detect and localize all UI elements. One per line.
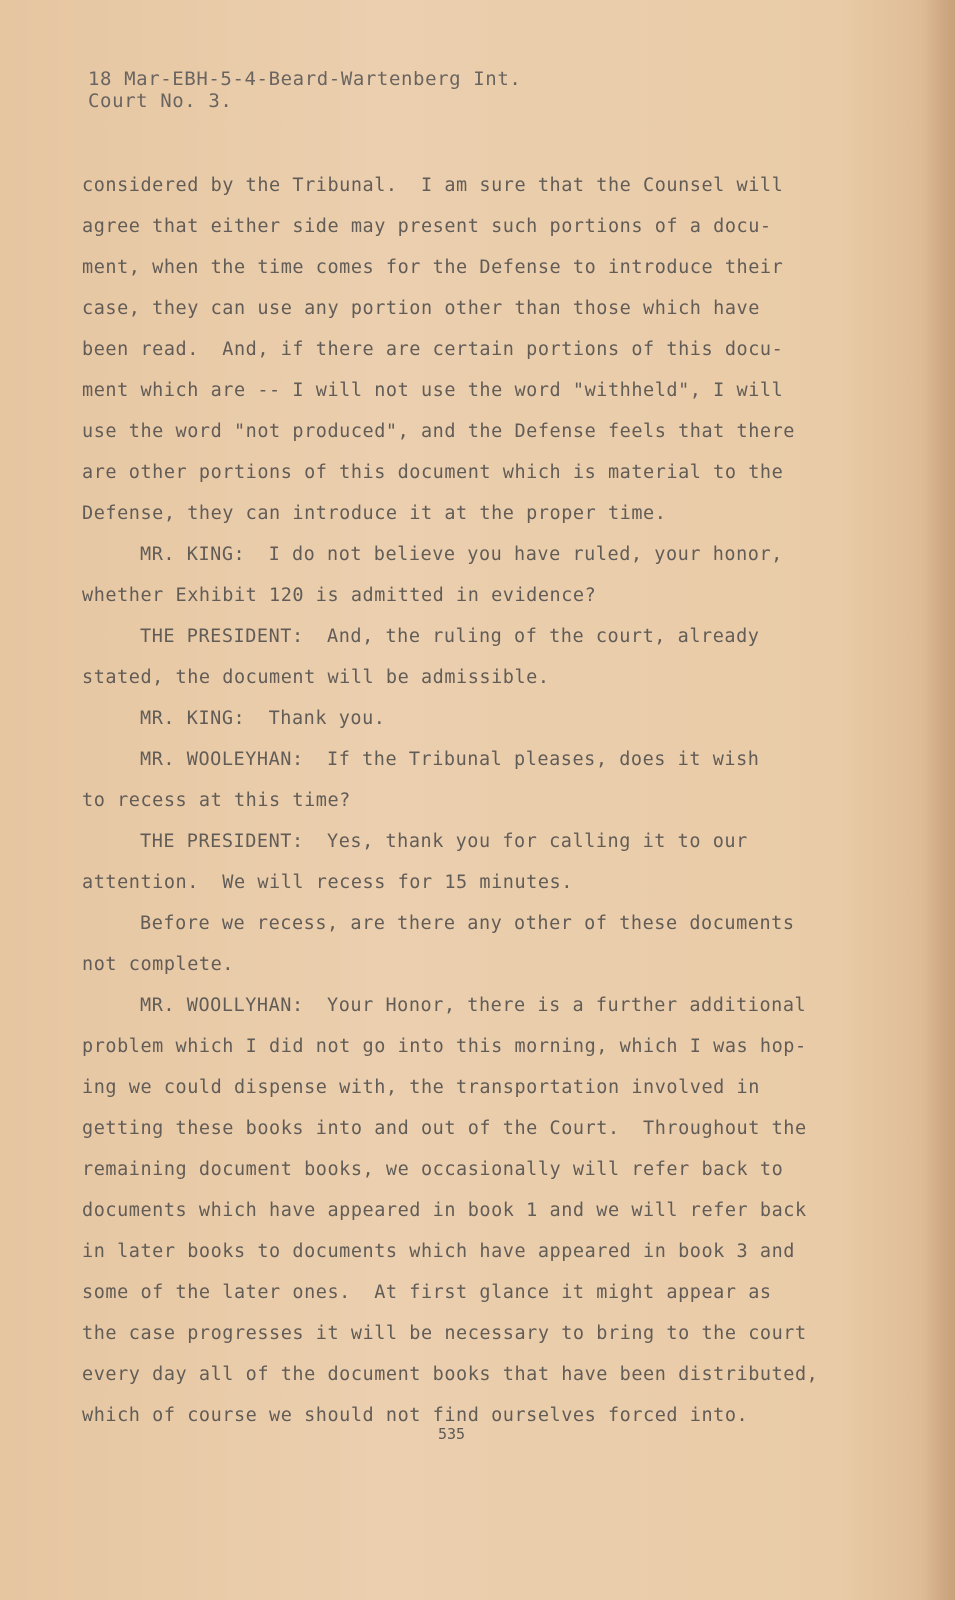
text-line: THE PRESIDENT: And, the ruling of the court, already (140, 626, 760, 647)
text-line: THE PRESIDENT: Yes, thank you for calling it to our (140, 831, 748, 852)
text-line: in later books to documents which have appeared in book 3 and (82, 1241, 795, 1262)
text-line: stated, the document will be admissible. (82, 667, 550, 688)
text-line: some of the later ones. At first glance it might appear as (82, 1282, 772, 1303)
text-line: the case progresses it will be necessary to bring to the court (82, 1323, 807, 1344)
text-line: are other portions of this document which is material to the (82, 462, 784, 483)
text-line: Before we recess, are there any other of these documents (140, 913, 795, 934)
text-line: documents which have appeared in book 1 and we will refer back (82, 1200, 807, 1221)
text-line: not complete. (82, 954, 234, 975)
text-line: getting these books into and out of the Court. Throughout the (82, 1118, 807, 1139)
text-line: every day all of the document books that have been distributed, (82, 1364, 819, 1385)
text-line: remaining document books, we occasionally will refer back to (82, 1159, 784, 1180)
transcript-body (82, 165, 857, 1436)
text-line: which of course we should not find ourselves forced into. (82, 1405, 749, 1426)
text-line: ment which are -- I will not use the word "withheld", I will (82, 380, 784, 401)
text-line: been read. And, if there are certain portions of this docu- (82, 339, 784, 360)
document-header (88, 68, 521, 112)
text-line: use the word "not produced", and the Defense feels that there (82, 421, 795, 442)
text-line: whether Exhibit 120 is admitted in evidence? (82, 585, 597, 606)
text-line: ment, when the time comes for the Defense to introduce their (82, 257, 784, 278)
page-number: 535 (438, 1425, 466, 1443)
text-line: considered by the Tribunal. I am sure that the Counsel will (82, 175, 784, 196)
header-line-1: 18 Mar-EBH-5-4-Beard-Wartenberg Int. (88, 68, 522, 90)
text-line: ing we could dispense with, the transportation involved in (82, 1077, 760, 1098)
text-line: MR. KING: I do not believe you have ruled, your honor, (140, 544, 783, 565)
text-line: to recess at this time? (82, 790, 351, 811)
text-line: MR. WOOLLYHAN: Your Honor, there is a further additional (140, 995, 807, 1016)
header-line-2: Court No. 3. (88, 90, 233, 112)
page-edge-shadow (925, 0, 955, 1600)
text-line: Defense, they can introduce it at the proper time. (82, 503, 667, 524)
text-line: case, they can use any portion other than those which have (82, 298, 760, 319)
text-line: problem which I did not go into this morning, which I was hop- (82, 1036, 807, 1057)
text-line: attention. We will recess for 15 minutes. (82, 872, 573, 893)
text-line: agree that either side may present such portions of a docu- (82, 216, 772, 237)
text-line: MR. KING: Thank you. (140, 708, 386, 729)
text-line: MR. WOOLEYHAN: If the Tribunal pleases, does it wish (140, 749, 760, 770)
